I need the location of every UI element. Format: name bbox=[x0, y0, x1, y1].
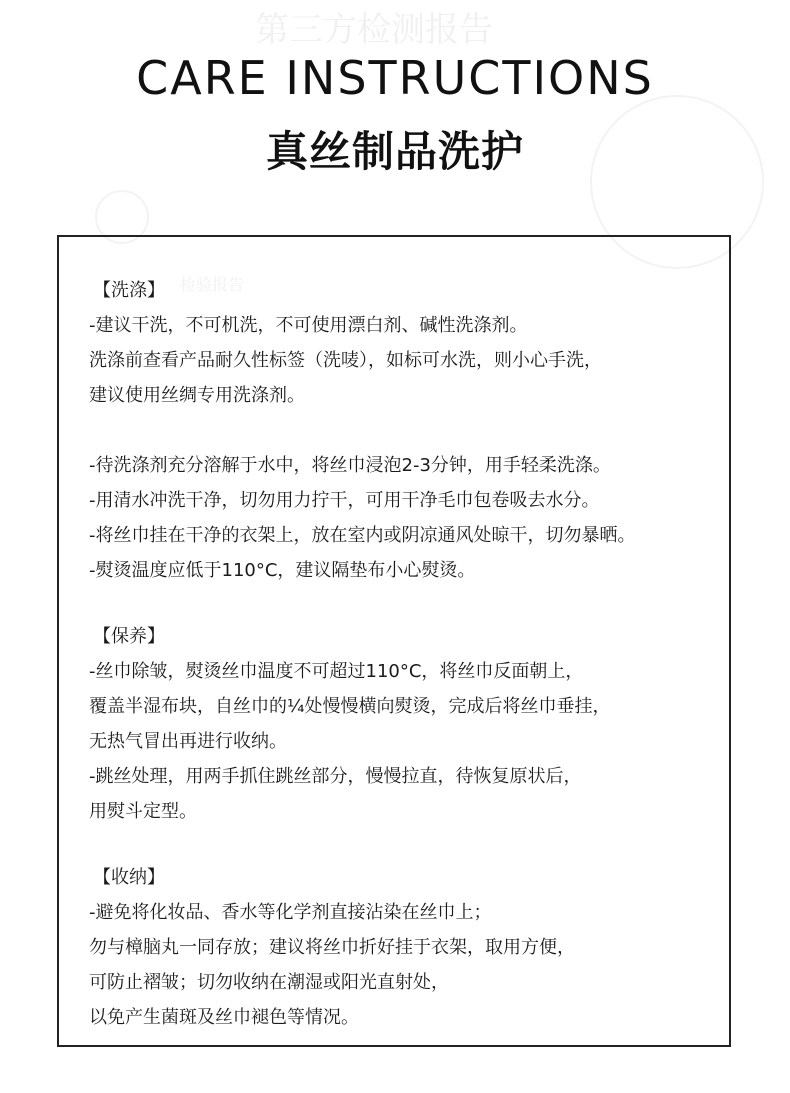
watermark-top-text: 第三方检测报告 bbox=[255, 10, 493, 50]
storage-line: -避免将化妆品、香水等化学剂直接沾染在丝巾上； bbox=[89, 902, 492, 923]
page-title-chinese: 真丝制品洗护 bbox=[265, 127, 524, 176]
section-maintenance bbox=[89, 619, 729, 829]
page-title-english: CARE INSTRUCTIONS bbox=[136, 51, 654, 105]
storage-line: 以免产生菌斑及丝巾褪色等情况。 bbox=[89, 1007, 359, 1028]
washing-line: -用清水冲洗干净，切勿用力拧干，可用干净毛巾包卷吸去水分。 bbox=[89, 490, 600, 511]
section-heading-maintenance: 【保养】 bbox=[93, 626, 165, 647]
washing-line: 洗涤前查看产品耐久性标签（洗唛），如标可水洗，则小心手洗， bbox=[89, 350, 602, 371]
maintenance-line: -跳丝处理，用两手抓住跳丝部分，慢慢拉直，待恢复原状后， bbox=[89, 766, 582, 787]
washing-line: -熨烫温度应低于110°C，建议隔垫布小心熨烫。 bbox=[89, 560, 476, 581]
washing-line: -建议干洗，不可机洗，不可使用漂白剂、碱性洗涤剂。 bbox=[89, 315, 528, 336]
maintenance-line: 覆盖半湿布块，自丝巾的¼处慢慢横向熨烫，完成后将丝巾垂挂， bbox=[89, 696, 611, 717]
maintenance-line: 用熨斗定型。 bbox=[89, 801, 197, 822]
section-heading-storage: 【收纳】 bbox=[93, 867, 165, 888]
storage-line: 可防止褶皱；切勿收纳在潮湿或阳光直射处， bbox=[89, 972, 449, 993]
maintenance-line: -丝巾除皱，熨烫丝巾温度不可超过110°C，将丝巾反面朝上， bbox=[89, 661, 584, 682]
section-washing bbox=[89, 273, 729, 588]
washing-line: -将丝巾挂在干净的衣架上，放在室内或阴凉通风处晾干，切勿暴晒。 bbox=[89, 525, 636, 546]
maintenance-line: 无热气冒出再进行收纳。 bbox=[89, 731, 287, 752]
section-storage bbox=[89, 860, 729, 1035]
washing-line: -待洗涤剂充分溶解于水中，将丝巾浸泡2-3分钟，用手轻柔洗涤。 bbox=[89, 455, 611, 476]
watermark-small-text: 检验报告 bbox=[180, 275, 245, 294]
care-instructions-box bbox=[57, 235, 731, 1047]
storage-line: 勿与樟脑丸一同存放；建议将丝巾折好挂于衣架，取用方便， bbox=[89, 937, 575, 958]
section-heading-washing: 【洗涤】 bbox=[93, 280, 165, 301]
washing-line: 建议使用丝绸专用洗涤剂。 bbox=[89, 385, 305, 406]
paragraph-gap bbox=[89, 413, 729, 448]
